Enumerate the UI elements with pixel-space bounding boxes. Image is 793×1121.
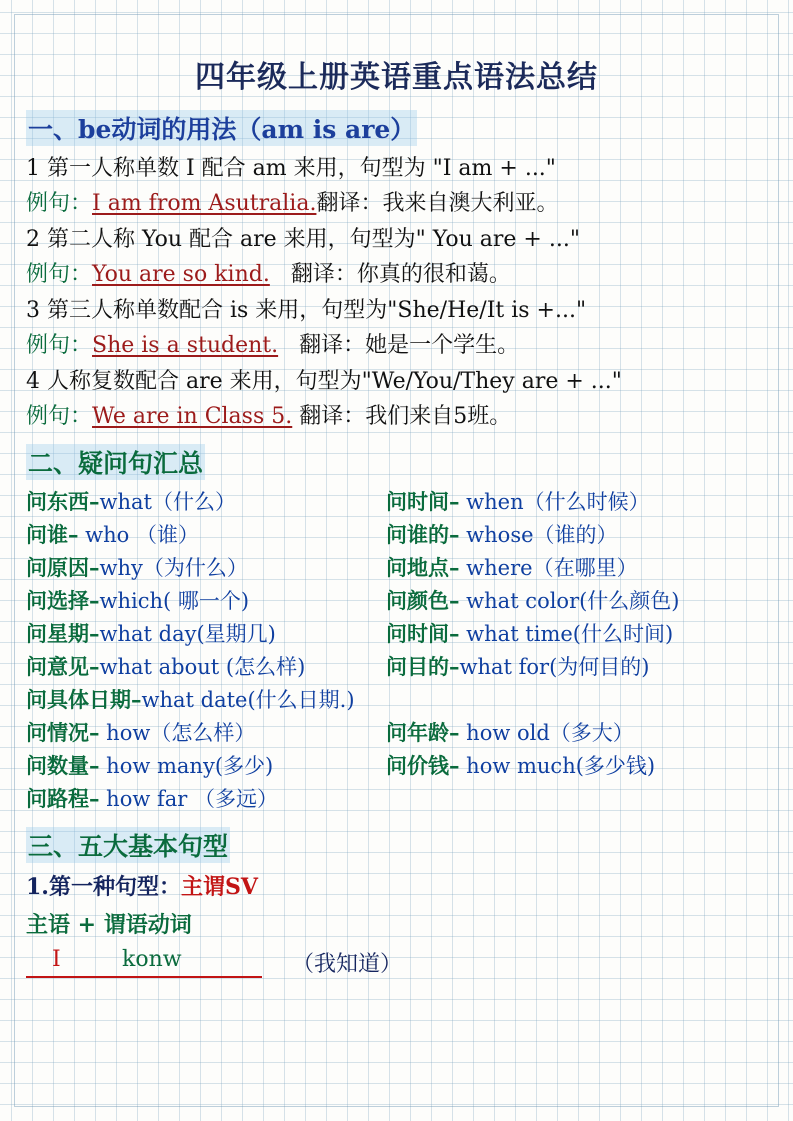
question-item: [386, 552, 638, 582]
translation-text: 她是一个学生。: [365, 333, 520, 358]
question-item: [386, 486, 650, 516]
example-sentence: We are in Class 5.: [92, 404, 293, 429]
question-key: 问地点–: [386, 555, 460, 580]
question-key: 问东西–: [26, 489, 100, 514]
question-value: how much(多少钱): [459, 754, 656, 778]
example-translation: （我知道）: [292, 952, 403, 977]
section1-heading: 一、be动词的用法（am is are）: [26, 110, 417, 146]
question-key: 问价钱–: [386, 753, 460, 778]
example-verb: konw: [122, 947, 262, 978]
question-row: [26, 750, 767, 780]
question-value: what date(什么日期.): [141, 688, 355, 712]
example-label: 例句：: [26, 262, 93, 287]
question-value: how old（多大）: [459, 721, 634, 745]
example-line: [26, 399, 767, 430]
section3-heading: 三、五大基本句型: [26, 827, 230, 863]
question-item: [26, 486, 386, 516]
question-key: 问年龄–: [386, 720, 460, 745]
question-item: [26, 783, 278, 813]
question-key: 问谁的–: [386, 522, 460, 547]
question-key: 问意见–: [26, 654, 100, 679]
question-key: 问目的–: [386, 654, 460, 679]
question-row: [26, 519, 767, 549]
question-row: [26, 783, 767, 813]
translate-label: 翻译：: [290, 262, 357, 287]
page-title: 四年级上册英语重点语法总结: [195, 60, 598, 95]
rule-text: 3 第三人称单数配合 is 来用，句型为"She/He/It is +...": [26, 298, 587, 323]
question-key: 问原因–: [26, 555, 100, 580]
question-item: [26, 618, 386, 648]
example-label: 例句：: [26, 191, 93, 216]
question-value: what for(为何目的): [459, 655, 650, 679]
question-row: [26, 618, 767, 648]
example-line: [26, 257, 767, 288]
example-subject: I: [26, 947, 122, 978]
question-item: [26, 552, 386, 582]
example-sentence: She is a student.: [92, 333, 279, 358]
pattern-prefix: 1.第一种句型：: [26, 874, 181, 900]
example-label: 例句：: [26, 333, 93, 358]
pattern-example-row: [26, 947, 767, 978]
question-item: [386, 519, 618, 549]
question-item: [386, 585, 680, 615]
question-key: 问颜色–: [386, 588, 460, 613]
question-row: [26, 684, 767, 714]
question-value: where（在哪里）: [459, 556, 638, 580]
question-key: 问路程–: [26, 786, 100, 811]
question-value: what time(什么时间): [459, 622, 674, 646]
translate-label: 翻译：: [316, 191, 383, 216]
question-row: [26, 717, 767, 747]
question-key: 问时间–: [386, 621, 460, 646]
translation-text: 我来自澳大利亚。: [382, 191, 559, 216]
rule-text: 1 第一人称单数 I 配合 am 来用，句型为 "I am + ...": [26, 156, 556, 181]
pattern-formula-text: 主语 + 谓语动词: [26, 912, 192, 938]
example-line: [26, 186, 767, 217]
example-sentence: I am from Asutralia.: [92, 191, 317, 216]
question-key: 问选择–: [26, 588, 100, 613]
question-key: 问具体日期–: [26, 687, 142, 712]
translation-text: 你真的很和蔼。: [356, 262, 511, 287]
question-value: what about (怎么样): [99, 655, 306, 679]
question-value: who （谁）: [78, 523, 199, 547]
question-item: [26, 519, 386, 549]
question-value: how far （多远）: [99, 787, 278, 811]
question-value: which( 哪一个): [99, 589, 250, 613]
question-value: how（怎么样）: [99, 721, 256, 745]
question-value: what color(什么颜色): [459, 589, 680, 613]
question-value: when（什么时候）: [459, 490, 650, 514]
question-item: [386, 717, 634, 747]
rule-text: 2 第二人称 You 配合 are 来用，句型为" You are + ...": [26, 227, 580, 252]
question-row: [26, 486, 767, 516]
example-label: 例句：: [26, 404, 93, 429]
question-item: [26, 651, 386, 681]
pattern-item: [26, 870, 767, 901]
question-value: how many(多少): [99, 754, 274, 778]
question-row: [26, 552, 767, 582]
section-be-verbs: [26, 96, 767, 430]
question-key: 问数量–: [26, 753, 100, 778]
question-key: 问谁–: [26, 522, 79, 547]
question-row: [26, 585, 767, 615]
translate-label: 翻译：: [299, 333, 366, 358]
example-line: [26, 328, 767, 359]
question-row: [26, 651, 767, 681]
question-value: why（为什么）: [99, 556, 248, 580]
question-value: what day(星期几): [99, 622, 276, 646]
section2-heading: 二、疑问句汇总: [26, 444, 205, 480]
question-item: [26, 717, 386, 747]
section-five-sentence-patterns: [26, 813, 767, 978]
translate-label: 翻译：: [299, 404, 366, 429]
question-value: what（什么）: [99, 490, 236, 514]
rule-text: 4 人称复数配合 are 来用，句型为"We/You/They are + ...": [26, 369, 622, 394]
question-word-grid: [26, 486, 767, 813]
question-key: 问星期–: [26, 621, 100, 646]
question-value: whose（谁的）: [459, 523, 618, 547]
question-item: [386, 750, 655, 780]
question-key: 问情况–: [26, 720, 100, 745]
question-item: [26, 585, 386, 615]
example-sentence: You are so kind.: [92, 262, 270, 287]
pattern-formula: [26, 908, 767, 939]
question-item: [26, 750, 386, 780]
section-question-words: [26, 430, 767, 813]
translation-text: 我们来自5班。: [365, 404, 512, 429]
question-key: 问时间–: [386, 489, 460, 514]
pattern-name: 主谓SV: [180, 874, 258, 900]
question-item: [386, 618, 673, 648]
question-item: [26, 684, 355, 714]
question-item: [386, 651, 649, 681]
